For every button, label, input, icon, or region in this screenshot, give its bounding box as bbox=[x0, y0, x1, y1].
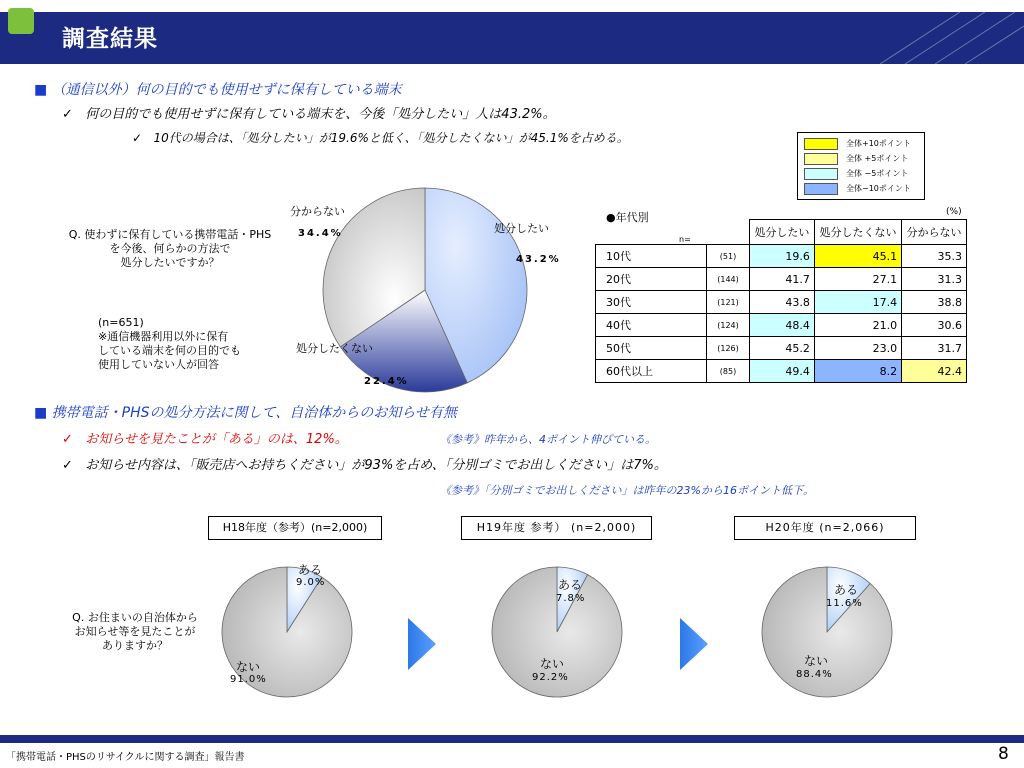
table-row bbox=[596, 314, 967, 337]
pie1-value-dispose: 43.2% bbox=[516, 254, 561, 265]
age-table bbox=[595, 219, 967, 383]
table-cell: 30.6 bbox=[902, 314, 967, 337]
table-cell: 38.8 bbox=[902, 291, 967, 314]
pie1-label-keep: 処分したくない bbox=[296, 342, 373, 355]
table-cell: 31.7 bbox=[902, 337, 967, 360]
table-cell: 23.0 bbox=[814, 337, 901, 360]
table-cell: 19.6 bbox=[750, 245, 815, 268]
row-n: (126) bbox=[707, 337, 750, 360]
legend-item: 全体 −5ポイント bbox=[804, 166, 924, 181]
table-cell: 42.4 bbox=[902, 360, 967, 383]
section2-bullet1: ✓ お知らせを見たことが「ある」のは、12%。 bbox=[62, 432, 348, 447]
legend-swatch bbox=[804, 138, 838, 150]
table-cell: 31.3 bbox=[902, 268, 967, 291]
table-cell: 48.4 bbox=[750, 314, 815, 337]
year-title-h18: H18年度（参考）(n=2,000) bbox=[208, 516, 382, 540]
question2-text: Q. お住まいの自治体から お知らせ等を見たことが ありますか？ bbox=[72, 611, 198, 652]
year-title-h19: H19年度 参考） (n=2,000) bbox=[461, 516, 652, 540]
legend-item: 全体+10ポイント bbox=[804, 136, 924, 151]
table-row bbox=[596, 360, 967, 383]
table-corner bbox=[596, 220, 707, 245]
h19-yes-value: 7.8% bbox=[556, 593, 586, 604]
h18-no-label: ない bbox=[236, 660, 261, 674]
column-header: 分からない bbox=[902, 220, 967, 245]
section1-bullet1: ✓ 何の目的でも使用せずに保有している端末を、今後「処分したい」人は43.2%。 bbox=[62, 107, 556, 122]
square-bullet-icon: ■ bbox=[34, 82, 52, 98]
section1-bullet2: ✓ 10代の場合は、「処分したい」が19.6%と低く、「処分したくない」が45.1%を占める。 bbox=[132, 131, 629, 145]
legend-swatch bbox=[804, 168, 838, 180]
pie1-chart bbox=[320, 185, 530, 395]
h20-yes-label: ある bbox=[834, 583, 859, 597]
h20-yes-value: 11.6% bbox=[826, 598, 863, 609]
legend-swatch bbox=[804, 153, 838, 165]
table-cell: 8.2 bbox=[814, 360, 901, 383]
row-n: (144) bbox=[707, 268, 750, 291]
table-cell: 35.3 bbox=[902, 245, 967, 268]
footer-report: 「携帯電話・PHSのリサイクルに関する調査」報告書 bbox=[6, 752, 245, 763]
question1-text: Q. 使わずに保有している携帯電話・PHS を今後、何らかの方法で 処分したいですか？ bbox=[68, 228, 272, 269]
h20-no-label: ない bbox=[804, 654, 829, 668]
accent-square bbox=[8, 8, 34, 34]
row-n: (85) bbox=[707, 360, 750, 383]
table-cell: 41.7 bbox=[750, 268, 815, 291]
row-label: 60代以上 bbox=[596, 360, 707, 383]
table-cell: 27.1 bbox=[814, 268, 901, 291]
h19-no-value: 92.2% bbox=[532, 672, 569, 683]
row-label: 20代 bbox=[596, 268, 707, 291]
section2-heading: ■ 携帯電話・PHSの処分方法に関して、自治体からのお知らせ有無 bbox=[34, 405, 457, 421]
h19-no-label: ない bbox=[540, 657, 565, 671]
table-row bbox=[596, 291, 967, 314]
check-icon: ✓ bbox=[132, 131, 154, 145]
legend-item: 全体 +5ポイント bbox=[804, 151, 924, 166]
arrow-right-icon bbox=[405, 616, 439, 672]
section1-heading: ■ （通信以外）何の目的でも使用せずに保有している端末 bbox=[34, 82, 402, 98]
row-n: (51) bbox=[707, 245, 750, 268]
page-number: 8 bbox=[998, 744, 1009, 764]
legend-swatch bbox=[804, 183, 838, 195]
pie1-slices bbox=[323, 188, 527, 392]
check-icon: ✓ bbox=[62, 107, 86, 122]
table-cell: 45.1 bbox=[814, 245, 901, 268]
legend-item: 全体−10ポイント bbox=[804, 181, 924, 196]
pie1-value-unknown: 34.4% bbox=[298, 228, 343, 239]
pie1-label-dispose: 処分したい bbox=[494, 222, 549, 235]
h18-no-value: 91.0% bbox=[230, 674, 267, 685]
row-label: 10代 bbox=[596, 245, 707, 268]
pie1-label-unknown: 分からない bbox=[290, 205, 345, 218]
year-title-h20: H20年度 (n=2,066) bbox=[734, 516, 916, 540]
column-header: 処分したい bbox=[750, 220, 815, 245]
h18-yes-value: 9.0% bbox=[296, 577, 326, 588]
table-cell: 21.0 bbox=[814, 314, 901, 337]
section2-bullet1-ref: 《参考》昨年から、4ポイント伸びている。 bbox=[440, 433, 656, 446]
table-row bbox=[596, 268, 967, 291]
table-cell: 49.4 bbox=[750, 360, 815, 383]
table-corner bbox=[707, 220, 750, 245]
row-label: 50代 bbox=[596, 337, 707, 360]
pie1-value-keep: 22.4% bbox=[364, 376, 409, 387]
table-cell: 45.2 bbox=[750, 337, 815, 360]
table-header-row bbox=[596, 220, 967, 245]
arrow-right-icon bbox=[677, 616, 711, 672]
footer-bar bbox=[0, 735, 1024, 743]
row-n: (121) bbox=[707, 291, 750, 314]
column-header: 処分したくない bbox=[814, 220, 901, 245]
check-icon: ✓ bbox=[62, 458, 86, 473]
row-n: (124) bbox=[707, 314, 750, 337]
page-title: 調査結果 bbox=[62, 26, 158, 52]
row-label: 40代 bbox=[596, 314, 707, 337]
section2-bullet2-ref: 《参考》「分別ゴミでお出しください」は昨年の23%から16ポイント低下。 bbox=[440, 484, 814, 497]
table-cell: 43.8 bbox=[750, 291, 815, 314]
question1-note: (n=651) ※通信機器利用以外に保有 している端末を何の目的でも 使用していない人が回答 bbox=[98, 316, 241, 371]
section2-bullet2: ✓ お知らせ内容は、「販売店へお持ちください」が93%を占め、「分別ゴミでお出しください」は7%。 bbox=[62, 458, 667, 473]
table-row bbox=[596, 337, 967, 360]
h18-yes-label: ある bbox=[298, 563, 323, 577]
check-icon: ✓ bbox=[62, 432, 86, 447]
table-cell: 17.4 bbox=[814, 291, 901, 314]
legend bbox=[797, 132, 925, 200]
h19-yes-label: ある bbox=[558, 578, 583, 592]
table-title: ●年代別 bbox=[606, 211, 649, 224]
table-unit: (%) bbox=[946, 207, 962, 217]
row-label: 30代 bbox=[596, 291, 707, 314]
square-bullet-icon: ■ bbox=[34, 405, 52, 421]
h20-no-value: 88.4% bbox=[796, 669, 833, 680]
table-n-label: n= bbox=[679, 235, 691, 244]
table-row bbox=[596, 245, 967, 268]
